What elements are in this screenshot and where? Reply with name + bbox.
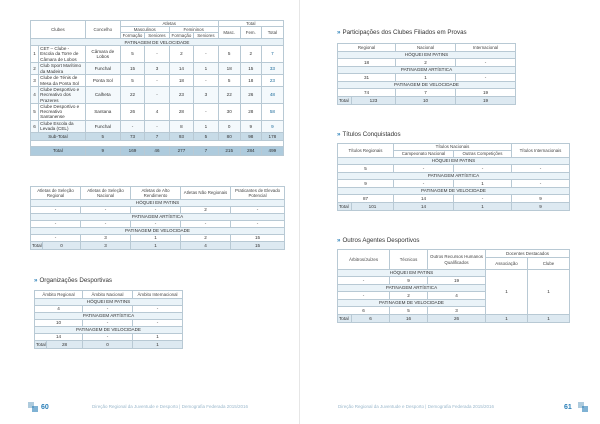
- value-cell: 26: [428, 315, 486, 323]
- section-title: PATINAGEM ARTÍSTICA: [338, 285, 486, 292]
- competition-participation-table: [337, 43, 516, 105]
- chevron-right-icon: »: [34, 277, 38, 284]
- row-number: 1: [31, 46, 39, 63]
- value-cell: 6: [338, 307, 390, 315]
- table-row: [338, 195, 570, 203]
- section-title: PATINAGEM DE VELOCIDADE: [338, 188, 570, 195]
- concelho-cell: Santana: [85, 103, 120, 120]
- value-cell: 87: [338, 195, 394, 203]
- concelho-cell: Ponta Sol: [85, 75, 120, 87]
- value-cell: 4: [35, 306, 83, 313]
- total-label: Total: [338, 315, 352, 323]
- table-row: [31, 235, 285, 242]
- total-label: Total: [31, 146, 86, 155]
- value-cell: 1: [528, 315, 570, 323]
- page-corner-mark-icon: [578, 402, 588, 412]
- value-cell: 28: [169, 103, 193, 120]
- value-cell: -: [145, 120, 169, 132]
- value-cell: 23: [169, 87, 193, 104]
- value-cell: 1: [194, 63, 218, 75]
- value-cell: 15: [120, 63, 144, 75]
- section-title: PATINAGEM ARTÍSTICA: [338, 173, 570, 180]
- value-cell: 7: [396, 89, 456, 97]
- value-cell: 3: [145, 63, 169, 75]
- section-title: PATINAGEM ARTÍSTICA: [35, 313, 183, 320]
- col-header: Regional: [338, 44, 396, 52]
- table-row: [31, 75, 284, 87]
- col-header-masc: Masc.: [218, 27, 240, 39]
- value-cell: 19: [456, 89, 516, 97]
- value-cell: -: [454, 195, 512, 203]
- table-row: [31, 63, 284, 75]
- row-number: 5: [31, 103, 39, 120]
- club-name: Clube Desportivo e Recreativo Santanense: [39, 103, 86, 120]
- row-number: 6: [31, 120, 39, 132]
- value-cell: 14: [35, 334, 83, 341]
- total-label: Total: [32, 242, 42, 248]
- table-row: [31, 103, 284, 120]
- section-title: PATINAGEM ARTÍSTICA: [31, 214, 285, 221]
- value-cell: 26: [120, 103, 144, 120]
- concelho-cell: Funchal: [85, 63, 120, 75]
- value-cell: 5: [218, 46, 240, 63]
- value-cell: -: [456, 74, 516, 82]
- value-cell: 1: [131, 242, 181, 250]
- col-header: Técnicos: [390, 250, 428, 270]
- total-row: [338, 203, 570, 211]
- value-cell: 2: [169, 46, 193, 63]
- section-title: PATINAGEM DE VELOCIDADE: [31, 39, 284, 46]
- value-cell: 15: [231, 235, 285, 242]
- value-cell: 1: [133, 341, 183, 349]
- value-cell: -: [83, 306, 133, 313]
- value-cell: -: [31, 207, 81, 214]
- value-cell: -: [231, 207, 285, 214]
- col-header: Títulos Internacionais: [512, 144, 570, 158]
- value-cell: 2: [181, 207, 231, 214]
- col-header: Âmbito Nacional: [83, 291, 133, 299]
- value-cell: 1: [486, 270, 528, 315]
- total-cell: 7: [261, 46, 283, 63]
- col-header: Campeonato Nacional: [394, 151, 454, 158]
- section-title: HÓQUEI EM PATINS: [338, 270, 486, 277]
- table-row: [31, 46, 284, 63]
- value-cell: 14: [169, 63, 193, 75]
- value-cell: 8: [169, 120, 193, 132]
- value-cell: -: [194, 103, 218, 120]
- value-cell: 80: [218, 132, 240, 140]
- col-header: Árbitros/Juízes: [338, 250, 390, 270]
- value-cell: 5: [120, 75, 144, 87]
- value-cell: 5: [338, 165, 394, 173]
- col-header: Atletas de Seleção Regional: [31, 187, 81, 200]
- value-cell: 9: [240, 120, 261, 132]
- right-page: [300, 0, 600, 424]
- col-header: Associação: [486, 258, 528, 270]
- value-cell: 3: [81, 235, 131, 242]
- section-title: PATINAGEM DE VELOCIDADE: [338, 82, 516, 89]
- value-cell: 101: [352, 203, 394, 211]
- club-name: Club Sport Marítimo da Madeira: [39, 63, 86, 75]
- value-cell: 30: [218, 103, 240, 120]
- total-cell: 9: [261, 120, 283, 132]
- value-cell: 3: [194, 87, 218, 104]
- value-cell: 277: [169, 146, 193, 155]
- col-header-femininos: Femininos: [169, 27, 218, 33]
- page-corner-mark-icon: [28, 402, 38, 412]
- value-cell: -: [131, 221, 181, 228]
- col-header: Títulos Regionais: [338, 144, 394, 158]
- value-cell: 123: [352, 97, 396, 105]
- value-cell: 0: [83, 341, 133, 349]
- total-row: [31, 242, 285, 250]
- value-cell: 499: [261, 146, 283, 155]
- table-row: [35, 320, 183, 327]
- value-cell: 2: [181, 235, 231, 242]
- value-cell: 10: [396, 97, 456, 105]
- value-cell: -: [145, 75, 169, 87]
- value-cell: 18: [338, 59, 396, 67]
- value-cell: -: [512, 180, 570, 188]
- value-cell: -: [83, 320, 133, 327]
- value-cell: -: [145, 46, 169, 63]
- chevron-right-icon: »: [337, 29, 341, 36]
- value-cell: 46: [145, 146, 169, 155]
- athlete-categories-table: [30, 186, 285, 250]
- concelho-cell: Calheta: [85, 87, 120, 104]
- value-cell: 98: [240, 132, 261, 140]
- value-cell: 22: [218, 87, 240, 104]
- value-cell: 9: [390, 277, 428, 285]
- col-header-formacao-f: Formação: [169, 33, 193, 39]
- value-cell: 5: [120, 46, 144, 63]
- table-row: [31, 87, 284, 104]
- total-row: [31, 146, 284, 155]
- value-cell: 2: [390, 292, 428, 300]
- value-cell: 1: [194, 120, 218, 132]
- total-row: [338, 97, 516, 105]
- value-cell: -: [133, 306, 183, 313]
- section-title: PATINAGEM ARTÍSTICA: [338, 67, 516, 74]
- col-header-masculinos: Masculinos: [120, 27, 169, 33]
- value-cell: 74: [338, 89, 396, 97]
- section-title: HÓQUEI EM PATINS: [35, 299, 183, 306]
- value-cell: 22: [120, 87, 144, 104]
- value-cell: 9: [512, 203, 570, 211]
- value-cell: -: [181, 221, 231, 228]
- value-cell: 73: [120, 132, 144, 140]
- col-header: Âmbito Internacional: [133, 291, 183, 299]
- col-header: Praticantes de Elevado Potencial: [231, 187, 285, 200]
- value-cell: 3: [428, 307, 486, 315]
- value-cell: -: [394, 180, 454, 188]
- value-cell: 1: [486, 315, 528, 323]
- total-cell: 48: [261, 87, 283, 104]
- club-name: CET – Clube - Escola da Torre de Câmara de Lobos: [39, 46, 86, 63]
- table-row: [338, 59, 516, 67]
- section-title: PATINAGEM DE VELOCIDADE: [35, 327, 183, 334]
- heading-text: Outros Agentes Desportivos: [342, 237, 420, 244]
- col-header-total: Total: [218, 21, 283, 27]
- section-title: PATINAGEM DE VELOCIDADE: [31, 228, 285, 235]
- value-cell: -: [394, 165, 454, 173]
- value-cell: 1: [528, 270, 570, 315]
- section-heading: [34, 277, 112, 284]
- subtotal-row: [31, 132, 284, 140]
- value-cell: -: [338, 277, 390, 285]
- value-cell: -: [512, 165, 570, 173]
- athletes-by-club-table: [30, 20, 284, 156]
- value-cell: -: [83, 334, 133, 341]
- section-title: HÓQUEI EM PATINS: [338, 158, 570, 165]
- titles-won-table: [337, 143, 570, 211]
- table-row: [338, 89, 516, 97]
- value-cell: 284: [240, 146, 261, 155]
- club-name: Clube de Ténis de Mesa da Ponta Sol: [39, 75, 86, 87]
- page-footer: Direção Regional da Juventude e Desporto | Demografia Federada 2015/2016: [338, 404, 495, 409]
- row-number: 2: [31, 63, 39, 75]
- value-cell: 7: [145, 132, 169, 140]
- row-number: 3: [31, 75, 39, 87]
- table-row: [338, 180, 570, 188]
- value-cell: 1: [133, 334, 183, 341]
- value-cell: 5: [218, 75, 240, 87]
- other-sports-agents-table: [337, 249, 570, 323]
- value-cell: -: [194, 46, 218, 63]
- page-number: 61: [564, 404, 572, 411]
- value-cell: -: [338, 292, 390, 300]
- col-header: Nacional: [396, 44, 456, 52]
- value-cell: 4: [181, 242, 231, 250]
- value-cell: -: [81, 207, 131, 214]
- total-label: Total: [36, 341, 46, 347]
- value-cell: 9: [512, 195, 570, 203]
- value-cell: 3: [81, 242, 131, 250]
- col-header: Atletas de Seleção Nacional: [81, 187, 131, 200]
- total-cell: 23: [261, 75, 283, 87]
- value-cell: 4: [428, 292, 486, 300]
- table-row: [35, 306, 183, 313]
- value-cell: -: [194, 75, 218, 87]
- section-title: HÓQUEI EM PATINS: [338, 52, 516, 59]
- total-cell: 33: [261, 63, 283, 75]
- value-cell: 18: [218, 63, 240, 75]
- value-cell: -: [31, 221, 81, 228]
- table-row: [31, 207, 285, 214]
- col-header: Atletas de Alto Rendimento: [131, 187, 181, 200]
- value-cell: 31: [338, 74, 396, 82]
- heading-text: Organizações Desportivas: [39, 277, 113, 284]
- table-row: [31, 221, 285, 228]
- value-cell: 178: [261, 132, 283, 140]
- value-cell: 2: [396, 59, 456, 67]
- value-cell: 1: [131, 235, 181, 242]
- value-cell: 18: [240, 75, 261, 87]
- value-cell: 28: [47, 341, 83, 349]
- value-cell: -: [145, 87, 169, 104]
- col-header-formacao-m: Formação: [120, 33, 144, 39]
- value-cell: 1: [454, 180, 512, 188]
- sports-organizations-table: [34, 290, 183, 349]
- table-row: [31, 120, 284, 132]
- col-header-fem: Fem.: [240, 27, 261, 39]
- value-cell: 1: [454, 203, 512, 211]
- club-name: Clube Desportivo e Recreativo dos Prazeres: [39, 87, 86, 104]
- value-cell: 215: [218, 146, 240, 155]
- heading-text: Participações dos Clubes Filiados em Provas: [342, 29, 467, 36]
- value-cell: 169: [120, 146, 144, 155]
- value-cell: 10: [35, 320, 83, 327]
- value-cell: 5: [194, 132, 218, 140]
- value-cell: 5: [85, 132, 120, 140]
- col-header-seniores-m: Seniores: [145, 33, 169, 39]
- value-cell: -: [131, 207, 181, 214]
- value-cell: 4: [145, 103, 169, 120]
- section-title: HÓQUEI EM PATINS: [31, 200, 285, 207]
- value-cell: -: [31, 235, 81, 242]
- value-cell: 16: [390, 315, 428, 323]
- col-header-seniores-f: Seniores: [194, 33, 218, 39]
- subtotal-label: Sub-Total: [31, 132, 86, 140]
- value-cell: 28: [240, 103, 261, 120]
- col-header: Títulos Nacionais: [394, 144, 512, 151]
- section-heading: [337, 131, 401, 138]
- total-row: [35, 341, 183, 349]
- value-cell: -: [120, 120, 144, 132]
- section-heading: [337, 237, 420, 244]
- value-cell: 14: [394, 203, 454, 211]
- col-header-clubes: Clubes: [31, 21, 86, 39]
- page-footer: Direção Regional da Juventude e Desporto | Demografia Federada 2015/2016: [92, 404, 249, 409]
- heading-text: Títulos Conquistados: [342, 131, 401, 138]
- col-header: Outros Recursos Humanos Qualificados: [428, 250, 486, 270]
- total-row: [338, 315, 570, 323]
- section-heading: [337, 29, 467, 36]
- value-cell: 0: [43, 242, 81, 250]
- value-cell: 15: [240, 63, 261, 75]
- club-name: Clube Escola da Levada (CEL): [39, 120, 86, 132]
- value-cell: -: [81, 221, 131, 228]
- value-cell: 93: [169, 132, 193, 140]
- value-cell: 19: [456, 97, 516, 105]
- value-cell: 14: [394, 195, 454, 203]
- value-cell: 5: [390, 307, 428, 315]
- col-header-concelho: Concelho: [85, 21, 120, 39]
- table-row: [338, 165, 570, 173]
- value-cell: 2: [240, 46, 261, 63]
- total-label: Total: [338, 203, 352, 211]
- col-header: Outras Competições: [454, 151, 512, 158]
- value-cell: -: [231, 221, 285, 228]
- col-header-atletas: Atletas: [120, 21, 218, 27]
- section-title: PATINAGEM DE VELOCIDADE: [338, 300, 486, 307]
- col-header: Docentes Destacados: [486, 250, 570, 258]
- value-cell: 26: [240, 87, 261, 104]
- col-header: Internacional: [456, 44, 516, 52]
- value-cell: 19: [428, 277, 486, 285]
- value-cell: 7: [194, 146, 218, 155]
- value-cell: -: [454, 165, 512, 173]
- col-header: Clube: [528, 258, 570, 270]
- value-cell: 1: [396, 74, 456, 82]
- concelho-cell: Funchal: [85, 120, 120, 132]
- value-cell: 0: [218, 120, 240, 132]
- col-header: Âmbito Regional: [35, 291, 83, 299]
- chevron-right-icon: »: [337, 237, 341, 244]
- value-cell: -: [456, 59, 516, 67]
- value-cell: 6: [352, 315, 390, 323]
- value-cell: 15: [231, 242, 285, 250]
- row-number: 4: [31, 87, 39, 104]
- total-cell: 58: [261, 103, 283, 120]
- col-header: Atletas Não Regionais: [181, 187, 231, 200]
- table-row: [338, 74, 516, 82]
- page-number: 60: [41, 404, 49, 411]
- table-row: [35, 334, 183, 341]
- col-header-total-sum: Total: [261, 27, 283, 39]
- concelho-cell: Câmara de Lobos: [85, 46, 120, 63]
- total-label: Total: [338, 97, 352, 105]
- chevron-right-icon: »: [337, 131, 341, 138]
- value-cell: -: [133, 320, 183, 327]
- value-cell: 9: [85, 146, 120, 155]
- value-cell: 9: [338, 180, 394, 188]
- value-cell: 18: [169, 75, 193, 87]
